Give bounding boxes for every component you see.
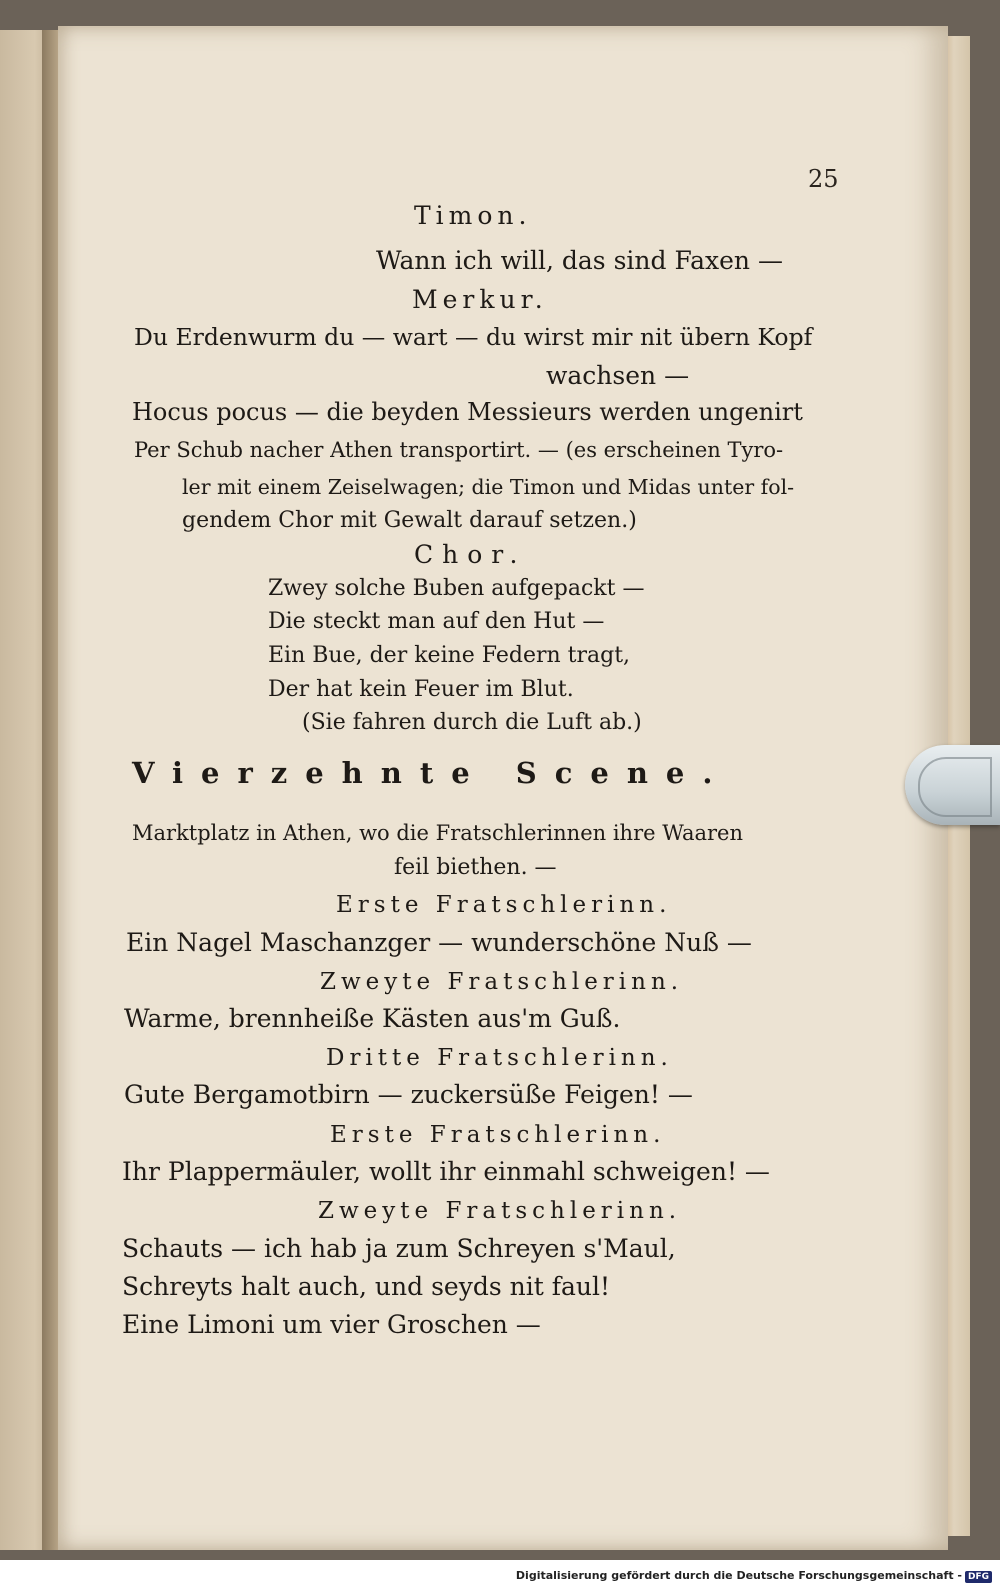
verse-line: Zwey solche Buben aufgepackt — — [268, 576, 645, 601]
speaker-name: Merkur. — [412, 285, 548, 314]
dfg-logo: DFG — [965, 1571, 992, 1583]
verse-line: Schreyts halt auch, und seyds nit faul! — [122, 1272, 610, 1301]
speaker-name: Timon. — [414, 201, 532, 230]
verse-line: Wann ich will, das sind Faxen — — [376, 246, 783, 275]
verse-line: Hocus pocus — die beyden Messieurs werden ungenirt — [132, 398, 803, 426]
stage-direction: Marktplatz in Athen, wo die Fratschlerinnen ihre Waaren — [132, 821, 743, 845]
verse-line: Warme, brennheiße Kästen aus'm Guß. — [124, 1004, 621, 1033]
verse-line: Ein Nagel Maschanzger — wunderschöne Nuß — — [126, 928, 752, 957]
verse-line: Du Erdenwurm du — wart — du wirst mir nit übern Kopf — [134, 323, 813, 351]
speaker-name: Chor. — [414, 540, 527, 569]
book-gutter — [42, 30, 58, 1550]
verse-line: Der hat kein Feuer im Blut. — [268, 677, 574, 702]
verse-line: Gute Bergamotbirn — zuckersüße Feigen! — — [124, 1080, 693, 1109]
stage-direction: feil biethen. — — [394, 855, 557, 880]
speaker-name: Erste Fratschlerinn. — [336, 892, 672, 918]
speaker-name: Dritte Fratschlerinn. — [326, 1045, 673, 1071]
scene-heading: Vierzehnte Scene. — [132, 756, 731, 790]
verse-line: Per Schub nacher Athen transportirt. — (es erscheinen Tyro- — [134, 438, 784, 462]
credit-text: Digitalisierung gefördert durch die Deutsche Forschungsgemeinschaft - — [515, 1569, 962, 1582]
page-number: 25 — [808, 165, 839, 193]
stage-direction: gendem Chor mit Gewalt darauf setzen.) — [182, 508, 637, 533]
verse-line: Eine Limoni um vier Groschen — — [122, 1310, 541, 1339]
digitization-credit — [516, 1569, 992, 1583]
verse-line: Ihr Plappermäuler, wollt ihr einmahl schweigen! — — [122, 1157, 770, 1186]
speaker-name: Zweyte Fratschlerinn. — [320, 969, 684, 995]
verse-line: Ein Bue, der keine Federn tragt, — [268, 643, 631, 668]
page-clip-rim — [918, 757, 992, 817]
speaker-name: Zweyte Fratschlerinn. — [318, 1198, 682, 1224]
stage-direction: (Sie fahren durch die Luft ab.) — [302, 710, 642, 735]
verse-line: Die steckt man auf den Hut — — [268, 609, 605, 634]
stage-direction: ler mit einem Zeiselwagen; die Timon und Midas unter fol- — [182, 475, 795, 499]
speaker-name: Erste Fratschlerinn. — [330, 1122, 666, 1148]
verse-line: Schauts — ich hab ja zum Schreyen s'Maul, — [122, 1234, 676, 1263]
verse-line: wachsen — — [546, 361, 690, 390]
